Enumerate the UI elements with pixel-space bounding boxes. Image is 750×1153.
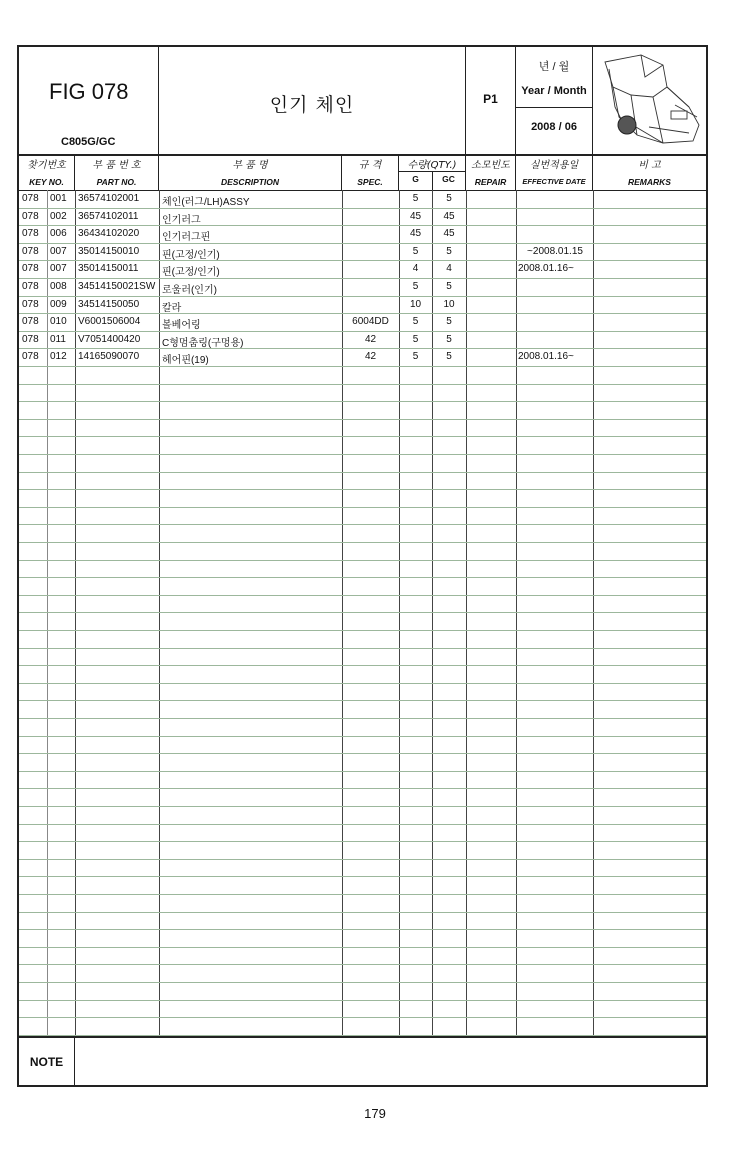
row-rule: [19, 1000, 706, 1001]
key-number-cell: 006: [50, 228, 67, 240]
row-rule: [19, 630, 706, 631]
parts-sheet: [17, 45, 708, 1087]
figure-cell: [19, 47, 159, 154]
row-rule: [19, 401, 706, 402]
row-rule: [19, 542, 706, 543]
fig-number-cell: 078: [22, 351, 39, 363]
qty-gc-cell: 4: [446, 263, 452, 275]
row-rule: [19, 736, 706, 737]
page-title: 인기 체인: [269, 94, 355, 116]
page-cell: [466, 47, 516, 154]
qty-g-cell: 4: [412, 263, 419, 275]
qty-gc-cell: 5: [446, 316, 452, 328]
row-rule: [19, 648, 706, 649]
effective-date-cell: 2008.01.16~: [518, 263, 574, 275]
divider: [516, 107, 592, 108]
table-row: [19, 225, 706, 243]
row-rule: [19, 912, 706, 913]
row-rule: [19, 683, 706, 684]
repair-header: 소모빈도 REPAIR: [466, 154, 516, 190]
qty-g-cell: 5: [412, 351, 419, 363]
row-rule: [19, 472, 706, 473]
row-rule: [19, 982, 706, 983]
description-cell: 인기러그: [162, 214, 201, 226]
description-cell: 체인(러그/LH)ASSY: [162, 197, 250, 208]
row-rule: [19, 876, 706, 877]
combine-harvester-illustration: [593, 47, 706, 154]
title-cell: [159, 47, 466, 154]
qty-g-cell: 5: [412, 245, 419, 257]
part-number-cell: 36434102020: [78, 228, 140, 240]
row-rule: [19, 577, 706, 578]
table-row: [19, 313, 706, 331]
table-row: [19, 190, 706, 208]
qty-gc-cell: 45: [443, 210, 455, 222]
table-row: [19, 208, 706, 226]
row-rule: [19, 824, 706, 825]
row-rule: [19, 489, 706, 490]
qty-gc-cell: 5: [446, 245, 452, 257]
effective-date-header: 실번적용일 EFFECTIVE DATE: [516, 154, 593, 190]
fig-number-cell: 078: [22, 210, 39, 222]
table-row: [19, 260, 706, 278]
row-rule: [19, 841, 706, 842]
year-month-en: Year / Month: [521, 85, 587, 97]
fig-number-cell: 078: [22, 263, 39, 275]
qty-g-header: G: [412, 174, 419, 184]
year-month-ko: 년 / 월: [538, 61, 570, 73]
row-rule: [19, 595, 706, 596]
qty-gc-cell: 5: [446, 193, 452, 204]
parts-table-body: [19, 190, 706, 1036]
row-rule: [19, 384, 706, 385]
qty-gc-cell: 5: [446, 281, 452, 292]
description-cell: 핀(고정/인기): [162, 249, 220, 261]
year-month-cell: [516, 47, 593, 154]
qty-gc-cell: 5: [446, 351, 452, 363]
part-number-cell: V7051400420: [78, 333, 141, 345]
row-rule: [19, 560, 706, 561]
revision-date: 2008 / 06: [531, 121, 577, 133]
sheet-header: [19, 47, 706, 156]
part-number-cell: 36574102001: [78, 193, 140, 204]
key-number-cell: 011: [50, 333, 66, 345]
row-rule: [19, 771, 706, 772]
row-rule: [19, 612, 706, 613]
description-cell: 로울러(인기): [162, 285, 217, 296]
part-number-cell: V6001506004: [78, 316, 141, 328]
qty-g-cell: 5: [412, 333, 419, 345]
fig-number-cell: 078: [22, 333, 39, 345]
description-cell: 칼라: [162, 302, 182, 314]
effective-date-cell: 2008.01.16~: [518, 351, 574, 363]
effective-date-cell: ~2008.01.15: [527, 245, 583, 257]
part-number-cell: 34514150021SW: [78, 281, 156, 292]
part-no-header: 부 품 번 호 PART NO.: [75, 154, 159, 190]
row-rule: [19, 700, 706, 701]
key-number-cell: 007: [50, 263, 67, 275]
fig-number-cell: 078: [22, 316, 39, 328]
row-rule: [19, 859, 706, 860]
row-rule: [19, 436, 706, 437]
qty-gc-cell: 45: [443, 228, 455, 240]
row-rule: [19, 507, 706, 508]
part-number-cell: 14165090070: [78, 351, 140, 363]
row-rule: [19, 788, 706, 789]
row-rule: [19, 524, 706, 525]
qty-g-cell: 5: [412, 316, 419, 328]
description-cell: C형멈춤링(구멍용): [162, 337, 244, 349]
spec-header: 규 격 SPEC.: [342, 154, 399, 190]
qty-g-cell: 10: [409, 298, 422, 310]
key-no-header: 찾기번호 KEY NO.: [19, 154, 75, 190]
description-cell: 핀(고정/인기): [162, 267, 220, 279]
spec-cell: 6004DD: [352, 316, 389, 328]
description-cell: 헤어핀(19): [162, 355, 209, 367]
fig-number-cell: 078: [22, 281, 39, 292]
table-row: [19, 296, 706, 314]
machine-thumbnail: [593, 47, 706, 154]
part-number-cell: 35014150011: [78, 263, 139, 275]
fig-number-cell: 078: [22, 193, 39, 204]
row-rule: [19, 665, 706, 666]
description-cell: 볼베어링: [162, 320, 201, 332]
row-rule: [19, 894, 706, 895]
key-number-cell: 010: [50, 316, 67, 328]
table-row: [19, 278, 706, 296]
fig-number-cell: 078: [22, 245, 39, 257]
qty-g-cell: 5: [412, 193, 419, 204]
part-number-cell: 34514150050: [78, 298, 140, 310]
qty-header: 수량(QTY.) G GC: [399, 154, 466, 190]
key-number-cell: 007: [50, 245, 67, 257]
key-number-cell: 009: [50, 298, 67, 310]
row-rule: [19, 964, 706, 965]
row-rule: [19, 366, 706, 367]
row-rule: [19, 806, 706, 807]
row-rule: [19, 419, 706, 420]
qty-g-cell: 45: [409, 228, 422, 240]
row-rule: [19, 1017, 706, 1018]
description-header: 부 품 명 DESCRIPTION: [159, 154, 342, 190]
table-row: [19, 331, 706, 349]
spec-cell: 42: [364, 333, 377, 345]
figure-number: FIG 078: [49, 79, 129, 104]
row-rule: [19, 718, 706, 719]
description-cell: 인기러그핀: [162, 232, 211, 244]
spec-cell: 42: [364, 351, 377, 363]
page-label: P1: [483, 92, 498, 106]
row-rule: [19, 753, 706, 754]
column-header-row: [19, 154, 706, 191]
key-number-cell: 002: [50, 210, 67, 222]
qty-g-cell: 5: [412, 281, 419, 292]
row-rule: [19, 947, 706, 948]
remarks-header: 비 고 REMARKS: [628, 160, 671, 187]
qty-gc-header: GC: [442, 174, 455, 184]
table-row: [19, 348, 706, 366]
model-code: C805G/GC: [61, 136, 116, 148]
fig-number-cell: 078: [22, 228, 39, 240]
key-number-cell: 001: [50, 193, 67, 204]
page-number: 179: [364, 1106, 386, 1121]
table-row: [19, 243, 706, 261]
fig-number-cell: 078: [22, 298, 39, 310]
qty-gc-cell: 5: [446, 333, 452, 345]
qty-gc-cell: 10: [443, 298, 455, 310]
row-rule: [19, 454, 706, 455]
qty-g-cell: 45: [409, 210, 422, 222]
row-rule: [19, 929, 706, 930]
note-section: [19, 1036, 706, 1087]
part-number-cell: 36574102011: [78, 210, 139, 222]
note-label: NOTE: [19, 1038, 75, 1087]
part-number-cell: 35014150010: [78, 245, 140, 257]
key-number-cell: 008: [50, 281, 67, 292]
key-number-cell: 012: [50, 351, 67, 363]
